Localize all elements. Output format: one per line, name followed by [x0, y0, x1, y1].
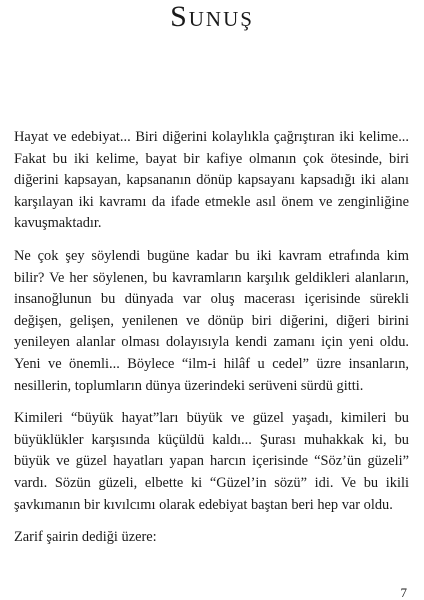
paragraph: Zarif şairin dediği üzere:: [14, 529, 157, 546]
paragraph: Hayat ve edebiyat... Biri diğerini kolaylıkla çağrıştıran iki kelime... Fakat bu iki kelime, bayat bir kafiye olmanın çok ötesinde, biri diğerini kapsayan, kapsananın dönüp kapsayanı kapsadığı iki alanı karşılayan iki kavramı da ifade etmekle asıl önem ve zenginliğine kavuşmaktadır.: [14, 129, 409, 232]
paragraph: Kimileri “büyük hayat”ları büyük ve güzel yaşadı, kimileri bu büyüklükler karşısında küçüldü kaldı... Şurası muhakkak ki, bu büyük ve güzel hayatları yapan harcın içerisinde “Söz’ün güzeli” vardı. Sözün güzeli, elbette ki “Güzel’in sözü” idi. Ve bu ikili şavkımanın bir kıvılcımı olarak edebiyat baştan beri hep var oldu.: [14, 410, 409, 513]
paragraph: Ne çok şey söylendi bugüne kadar bu iki kavram etrafında kim bilir? Ve her söylenen, bu kavramların karşılık geldikleri alanların, insanoğlunun bu dünyada var oluş macerası içerisinde sürekli değişen, gelişen, yenilenen ve dönüp biri diğerini, diğeri birini yenileyen alanlar olması dolayısıyla kendi zamanı için yeni oldu. Yeni ve önemli... Böylece “ilm-i hilâf u cedel” üzre insanların, nesillerin, toplumların dünya üzerindeki serüveni sürdü gitti.: [14, 247, 409, 394]
page-title: Sunuş: [170, 0, 254, 33]
page-number: 7: [400, 585, 407, 600]
body-text: [14, 127, 409, 549]
